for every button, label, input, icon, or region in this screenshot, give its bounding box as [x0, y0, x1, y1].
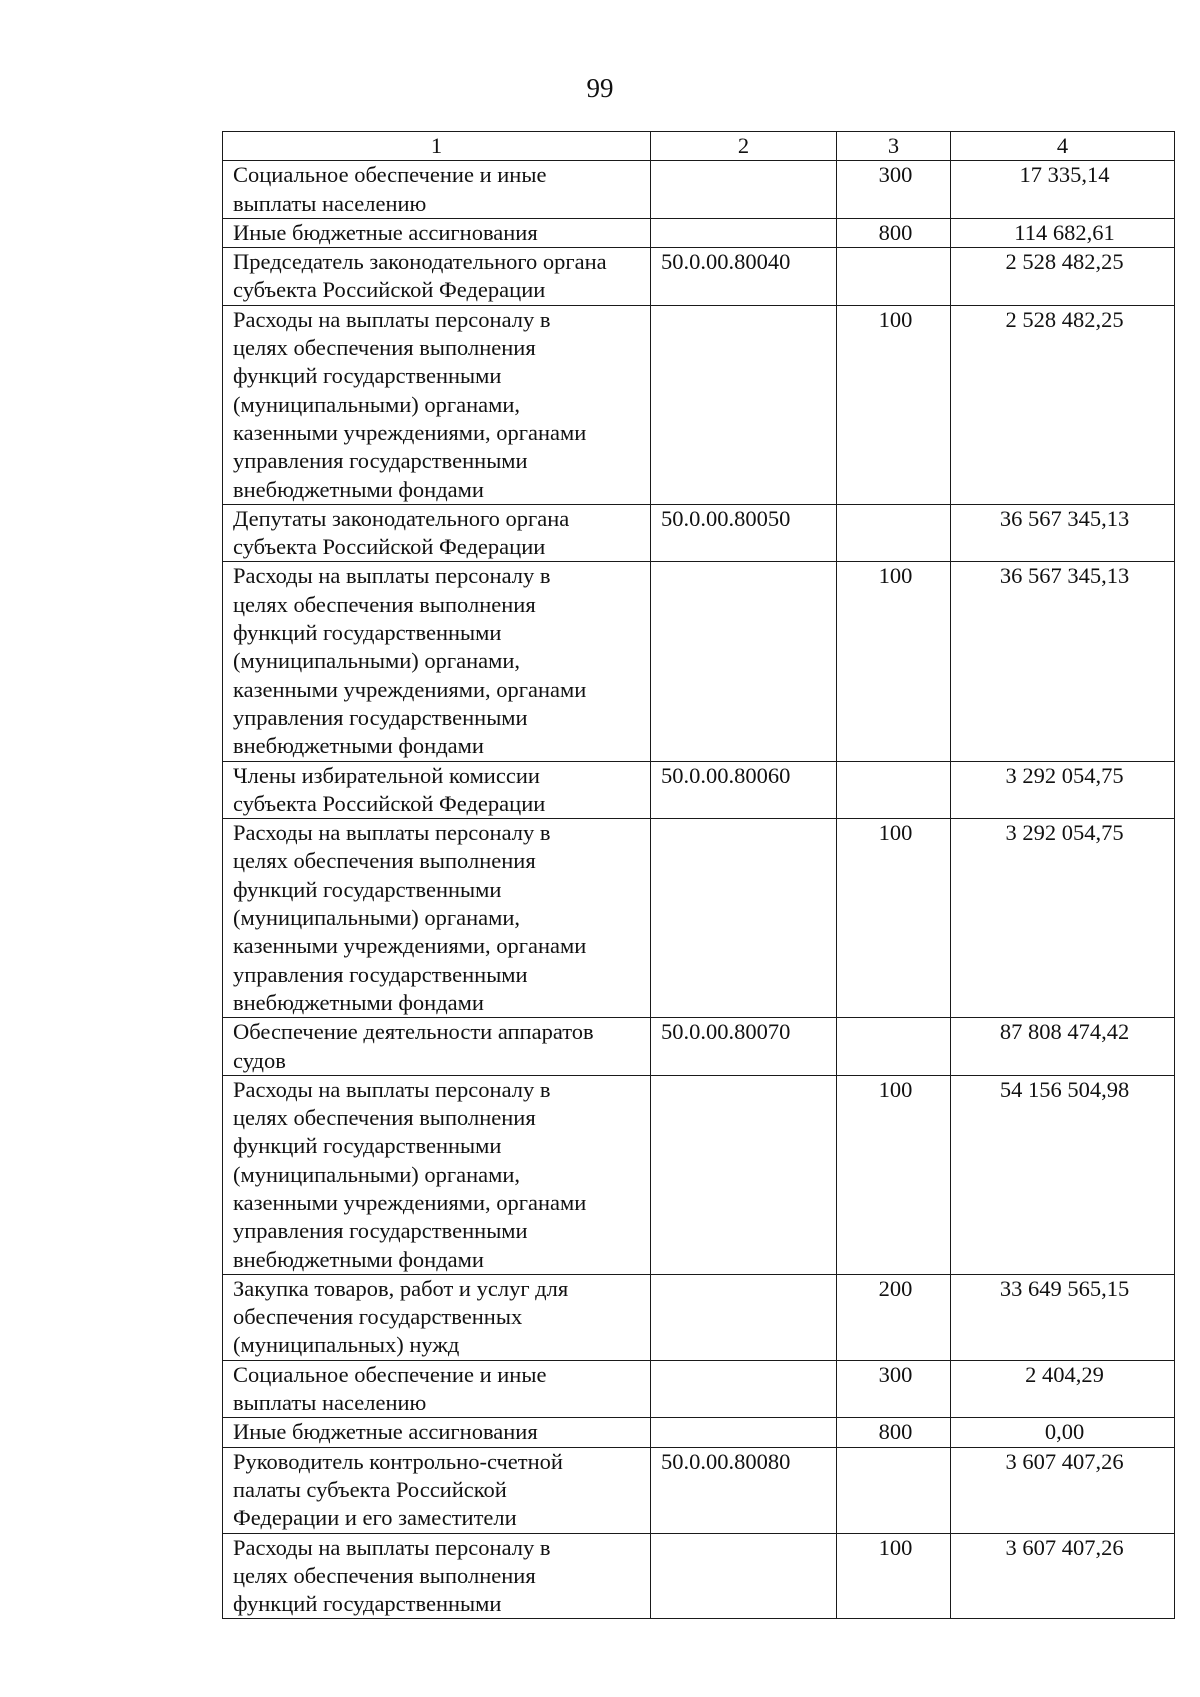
header-col-3: 3: [837, 132, 951, 161]
row-code: [651, 1075, 837, 1274]
row-name: Расходы на выплаты персоналу в целях обеспечения выполнения функций государственными (муниципальными) органами, казенными учреждениями, органами управления государственными внебюджетными фондами: [223, 819, 651, 1018]
row-expense-type: 100: [837, 1533, 951, 1619]
row-amount: 36 567 345,13: [951, 504, 1175, 562]
table-row: [223, 305, 1175, 504]
table-row: [223, 1533, 1175, 1619]
row-expense-type: [837, 1447, 951, 1533]
row-name: Руководитель контрольно-счетной палаты субъекта Российской Федерации и его заместители: [223, 1447, 651, 1533]
row-code: 50.0.00.80050: [651, 504, 837, 562]
row-amount: 3 292 054,75: [951, 761, 1175, 819]
table-row: [223, 1018, 1175, 1076]
row-expense-type: [837, 504, 951, 562]
row-name: Обеспечение деятельности аппаратов судов: [223, 1018, 651, 1076]
table-row: [223, 562, 1175, 761]
row-expense-type: 100: [837, 819, 951, 1018]
row-expense-type: [837, 1018, 951, 1076]
row-name: Социальное обеспечение и иные выплаты населению: [223, 161, 651, 219]
budget-table: [222, 131, 1175, 1619]
row-code: [651, 1533, 837, 1619]
row-name: Закупка товаров, работ и услуг для обеспечения государственных (муниципальных) нужд: [223, 1274, 651, 1360]
row-amount: 17 335,14: [951, 161, 1175, 219]
row-expense-type: [837, 761, 951, 819]
table-row: [223, 504, 1175, 562]
row-code: 50.0.00.80060: [651, 761, 837, 819]
table-row: [223, 761, 1175, 819]
row-amount: 3 607 407,26: [951, 1533, 1175, 1619]
row-name: Иные бюджетные ассигнования: [223, 1418, 651, 1447]
row-code: 50.0.00.80070: [651, 1018, 837, 1076]
row-code: [651, 1360, 837, 1418]
row-name: Расходы на выплаты персоналу в целях обеспечения выполнения функций государственными (муниципальными) органами, казенными учреждениями, органами управления государственными внебюджетными фондами: [223, 1075, 651, 1274]
table-row: [223, 1447, 1175, 1533]
row-code: 50.0.00.80040: [651, 248, 837, 306]
table-row: [223, 1075, 1175, 1274]
table-row: [223, 1360, 1175, 1418]
row-amount: 87 808 474,42: [951, 1018, 1175, 1076]
row-amount: 114 682,61: [951, 218, 1175, 247]
row-amount: 2 528 482,25: [951, 305, 1175, 504]
row-expense-type: 300: [837, 1360, 951, 1418]
row-amount: 0,00: [951, 1418, 1175, 1447]
row-name: Председатель законодательного органа субъекта Российской Федерации: [223, 248, 651, 306]
row-code: [651, 1274, 837, 1360]
row-expense-type: 100: [837, 305, 951, 504]
row-name: Расходы на выплаты персоналу в целях обеспечения выполнения функций государственными: [223, 1533, 651, 1619]
row-code: [651, 218, 837, 247]
row-code: [651, 305, 837, 504]
row-amount: 2 404,29: [951, 1360, 1175, 1418]
row-name: Члены избирательной комиссии субъекта Российской Федерации: [223, 761, 651, 819]
row-amount: 36 567 345,13: [951, 562, 1175, 761]
row-code: [651, 562, 837, 761]
row-name: Расходы на выплаты персоналу в целях обеспечения выполнения функций государственными (муниципальными) органами, казенными учреждениями, органами управления государственными внебюджетными фондами: [223, 305, 651, 504]
table-row: [223, 1274, 1175, 1360]
row-expense-type: [837, 248, 951, 306]
row-name: Социальное обеспечение и иные выплаты населению: [223, 1360, 651, 1418]
page-number: 99: [586, 73, 614, 103]
row-code: 50.0.00.80080: [651, 1447, 837, 1533]
header-col-1: 1: [223, 132, 651, 161]
table-row: [223, 248, 1175, 306]
row-expense-type: 300: [837, 161, 951, 219]
row-code: [651, 819, 837, 1018]
row-code: [651, 161, 837, 219]
row-name: Депутаты законодательного органа субъекта Российской Федерации: [223, 504, 651, 562]
table-row: [223, 218, 1175, 247]
row-expense-type: 200: [837, 1274, 951, 1360]
row-expense-type: 800: [837, 1418, 951, 1447]
row-amount: 54 156 504,98: [951, 1075, 1175, 1274]
table-row: [223, 1418, 1175, 1447]
row-amount: 2 528 482,25: [951, 248, 1175, 306]
table-row: [223, 161, 1175, 219]
row-expense-type: 800: [837, 218, 951, 247]
header-row: [223, 132, 1175, 161]
row-name: Иные бюджетные ассигнования: [223, 218, 651, 247]
row-expense-type: 100: [837, 562, 951, 761]
row-code: [651, 1418, 837, 1447]
row-amount: 33 649 565,15: [951, 1274, 1175, 1360]
row-name: Расходы на выплаты персоналу в целях обеспечения выполнения функций государственными (муниципальными) органами, казенными учреждениями, органами управления государственными внебюджетными фондами: [223, 562, 651, 761]
row-amount: 3 292 054,75: [951, 819, 1175, 1018]
row-expense-type: 100: [837, 1075, 951, 1274]
header-col-2: 2: [651, 132, 837, 161]
header-col-4: 4: [951, 132, 1175, 161]
table-row: [223, 819, 1175, 1018]
row-amount: 3 607 407,26: [951, 1447, 1175, 1533]
